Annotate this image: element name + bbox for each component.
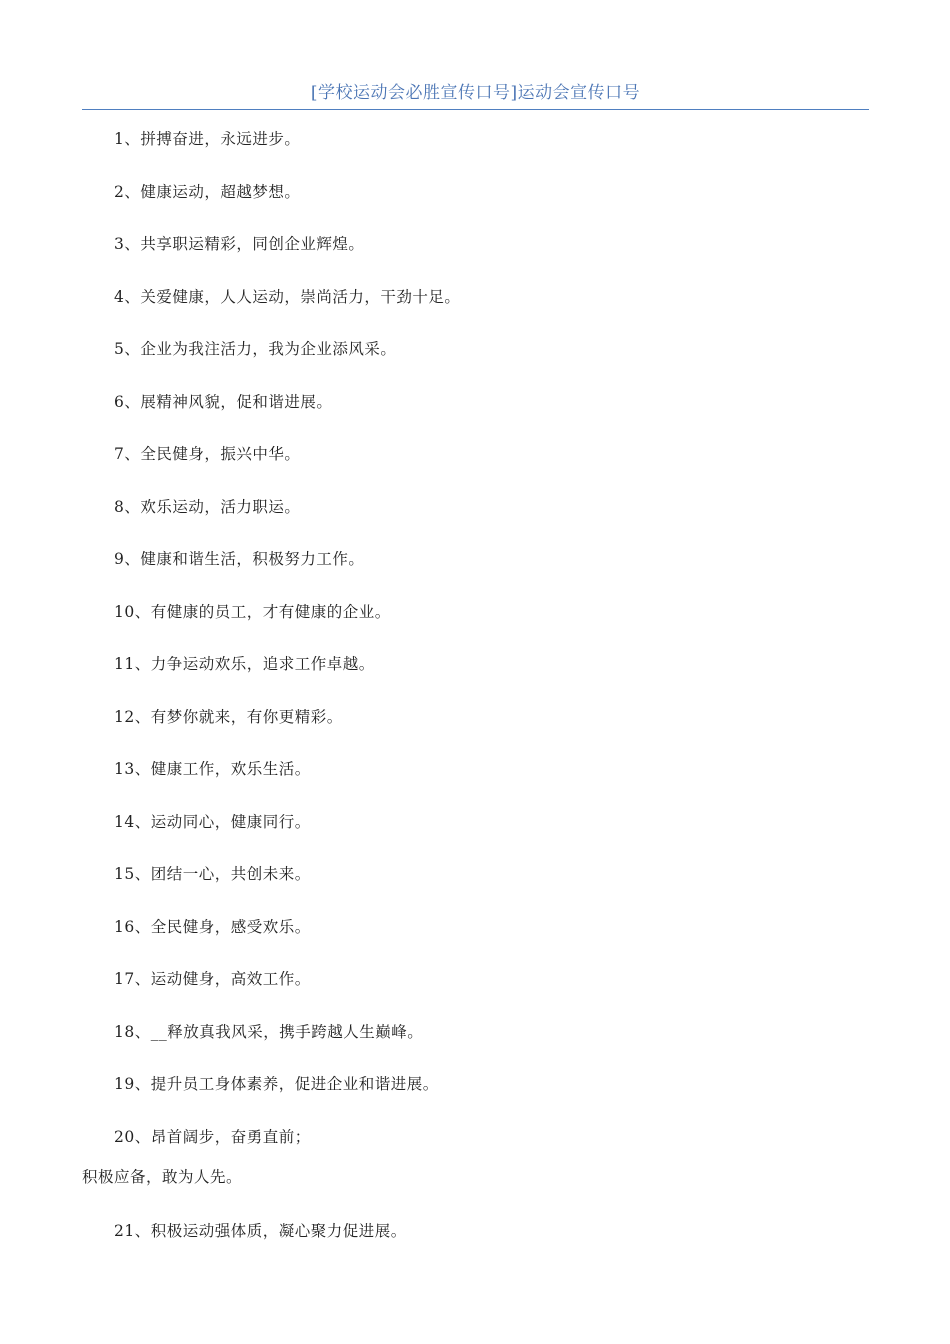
slogan-item: 9、健康和谐生活，积极努力工作。 (114, 550, 365, 568)
page-header (82, 78, 869, 110)
slogan-item: 5、企业为我注活力，我为企业添风采。 (114, 340, 397, 358)
slogan-continuation: 积极应备，敢为人先。 (82, 1168, 243, 1186)
slogan-item: 19、提升员工身体素养，促进企业和谐进展。 (114, 1075, 439, 1093)
slogan-item: 18、__释放真我风采，携手跨越人生巅峰。 (114, 1023, 424, 1041)
slogan-item: 4、关爱健康，人人运动，崇尚活力，干劲十足。 (114, 288, 461, 306)
slogan-item: 17、运动健身，高效工作。 (114, 970, 311, 988)
slogan-item: 3、共享职运精彩，同创企业辉煌。 (114, 235, 365, 253)
slogan-item: 8、欢乐运动，活力职运。 (114, 498, 301, 516)
slogan-item: 6、展精神风貌，促和谐进展。 (114, 393, 333, 411)
slogan-item: 21、积极运动强体质，凝心聚力促进展。 (114, 1222, 407, 1240)
slogan-item: 11、力争运动欢乐，追求工作卓越。 (114, 655, 375, 673)
page-title: [学校运动会必胜宣传口号]运动会宣传口号 (310, 83, 641, 103)
slogan-item: 14、运动同心，健康同行。 (114, 813, 311, 831)
slogan-item: 12、有梦你就来，有你更精彩。 (114, 708, 343, 726)
slogan-item: 20、昂首阔步，奋勇直前； (114, 1128, 311, 1146)
slogan-item: 15、团结一心，共创未来。 (114, 865, 311, 883)
slogan-item: 2、健康运动，超越梦想。 (114, 183, 301, 201)
slogan-item: 10、有健康的员工，才有健康的企业。 (114, 603, 391, 621)
slogan-item: 13、健康工作，欢乐生活。 (114, 760, 311, 778)
slogan-item: 7、全民健身，振兴中华。 (114, 445, 301, 463)
slogan-item: 16、全民健身，感受欢乐。 (114, 918, 311, 936)
slogan-item: 1、拼搏奋进，永远进步。 (114, 130, 301, 148)
